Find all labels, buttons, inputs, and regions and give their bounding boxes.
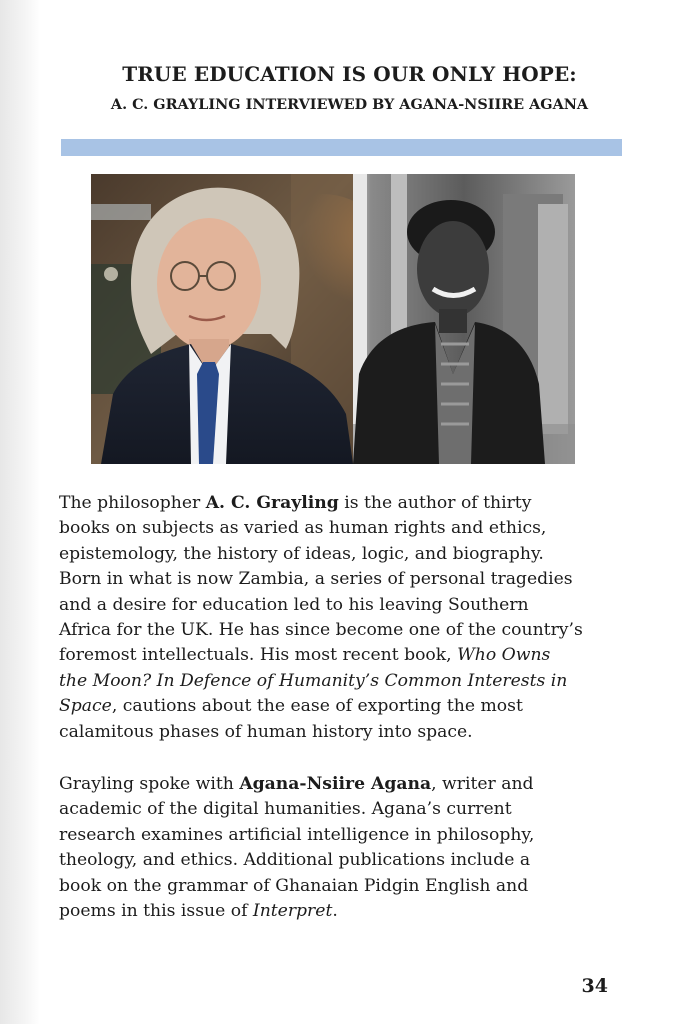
article-subtitle: A. C. GRAYLING INTERVIEWED BY AGANA-NSIIRE AGANA: [110, 96, 589, 113]
title-rule: [61, 139, 622, 156]
photo-agana: [353, 174, 575, 464]
name-grayling: A. C. Grayling: [205, 493, 339, 513]
photo-grayling: [91, 174, 353, 464]
page-number: 34: [581, 975, 608, 997]
book-title-part3: Space: [59, 696, 112, 717]
magazine-title: Interpret: [252, 901, 333, 922]
page-gutter-shadow: [0, 0, 40, 1024]
intro-paragraph-agana: Grayling spoke with Agana-Nsiire Agana, writer and academic of the digital humanities. Agana’s current research examines artificial intelligence in philosophy, theology, and ethics. Additional publications include a book on the grammar of Ghanaian Pidgin English and poems in this issue of Interpret.: [59, 774, 535, 922]
name-agana: Agana-Nsiire Agana: [239, 774, 432, 794]
book-title-part2: the Moon? In Defence of Humanity’s Common Interests in: [59, 670, 568, 691]
intro-paragraph-grayling: The philosopher A. C. Grayling is the author of thirty books on subjects as varied as human rights and ethics, epistemology, the history of ideas, logic, and biography. Born in what is now Zambia, a series of personal tragedies and a desire for education led to his leaving Southern Africa for the UK. He has since become one of the country’s foremost intellectuals. His most recent book, Who Owns the Moon? In Defence of Humanity’s Common Interests in Space, cautions about the ease of exporting the most calamitous phases of human history into space.: [59, 493, 583, 742]
portrait-agana-image: [353, 174, 575, 464]
portrait-grayling-image: [91, 174, 353, 464]
article-title: TRUE EDUCATION IS OUR ONLY HOPE:: [122, 62, 577, 86]
book-title-part1: Who Owns: [457, 645, 551, 666]
